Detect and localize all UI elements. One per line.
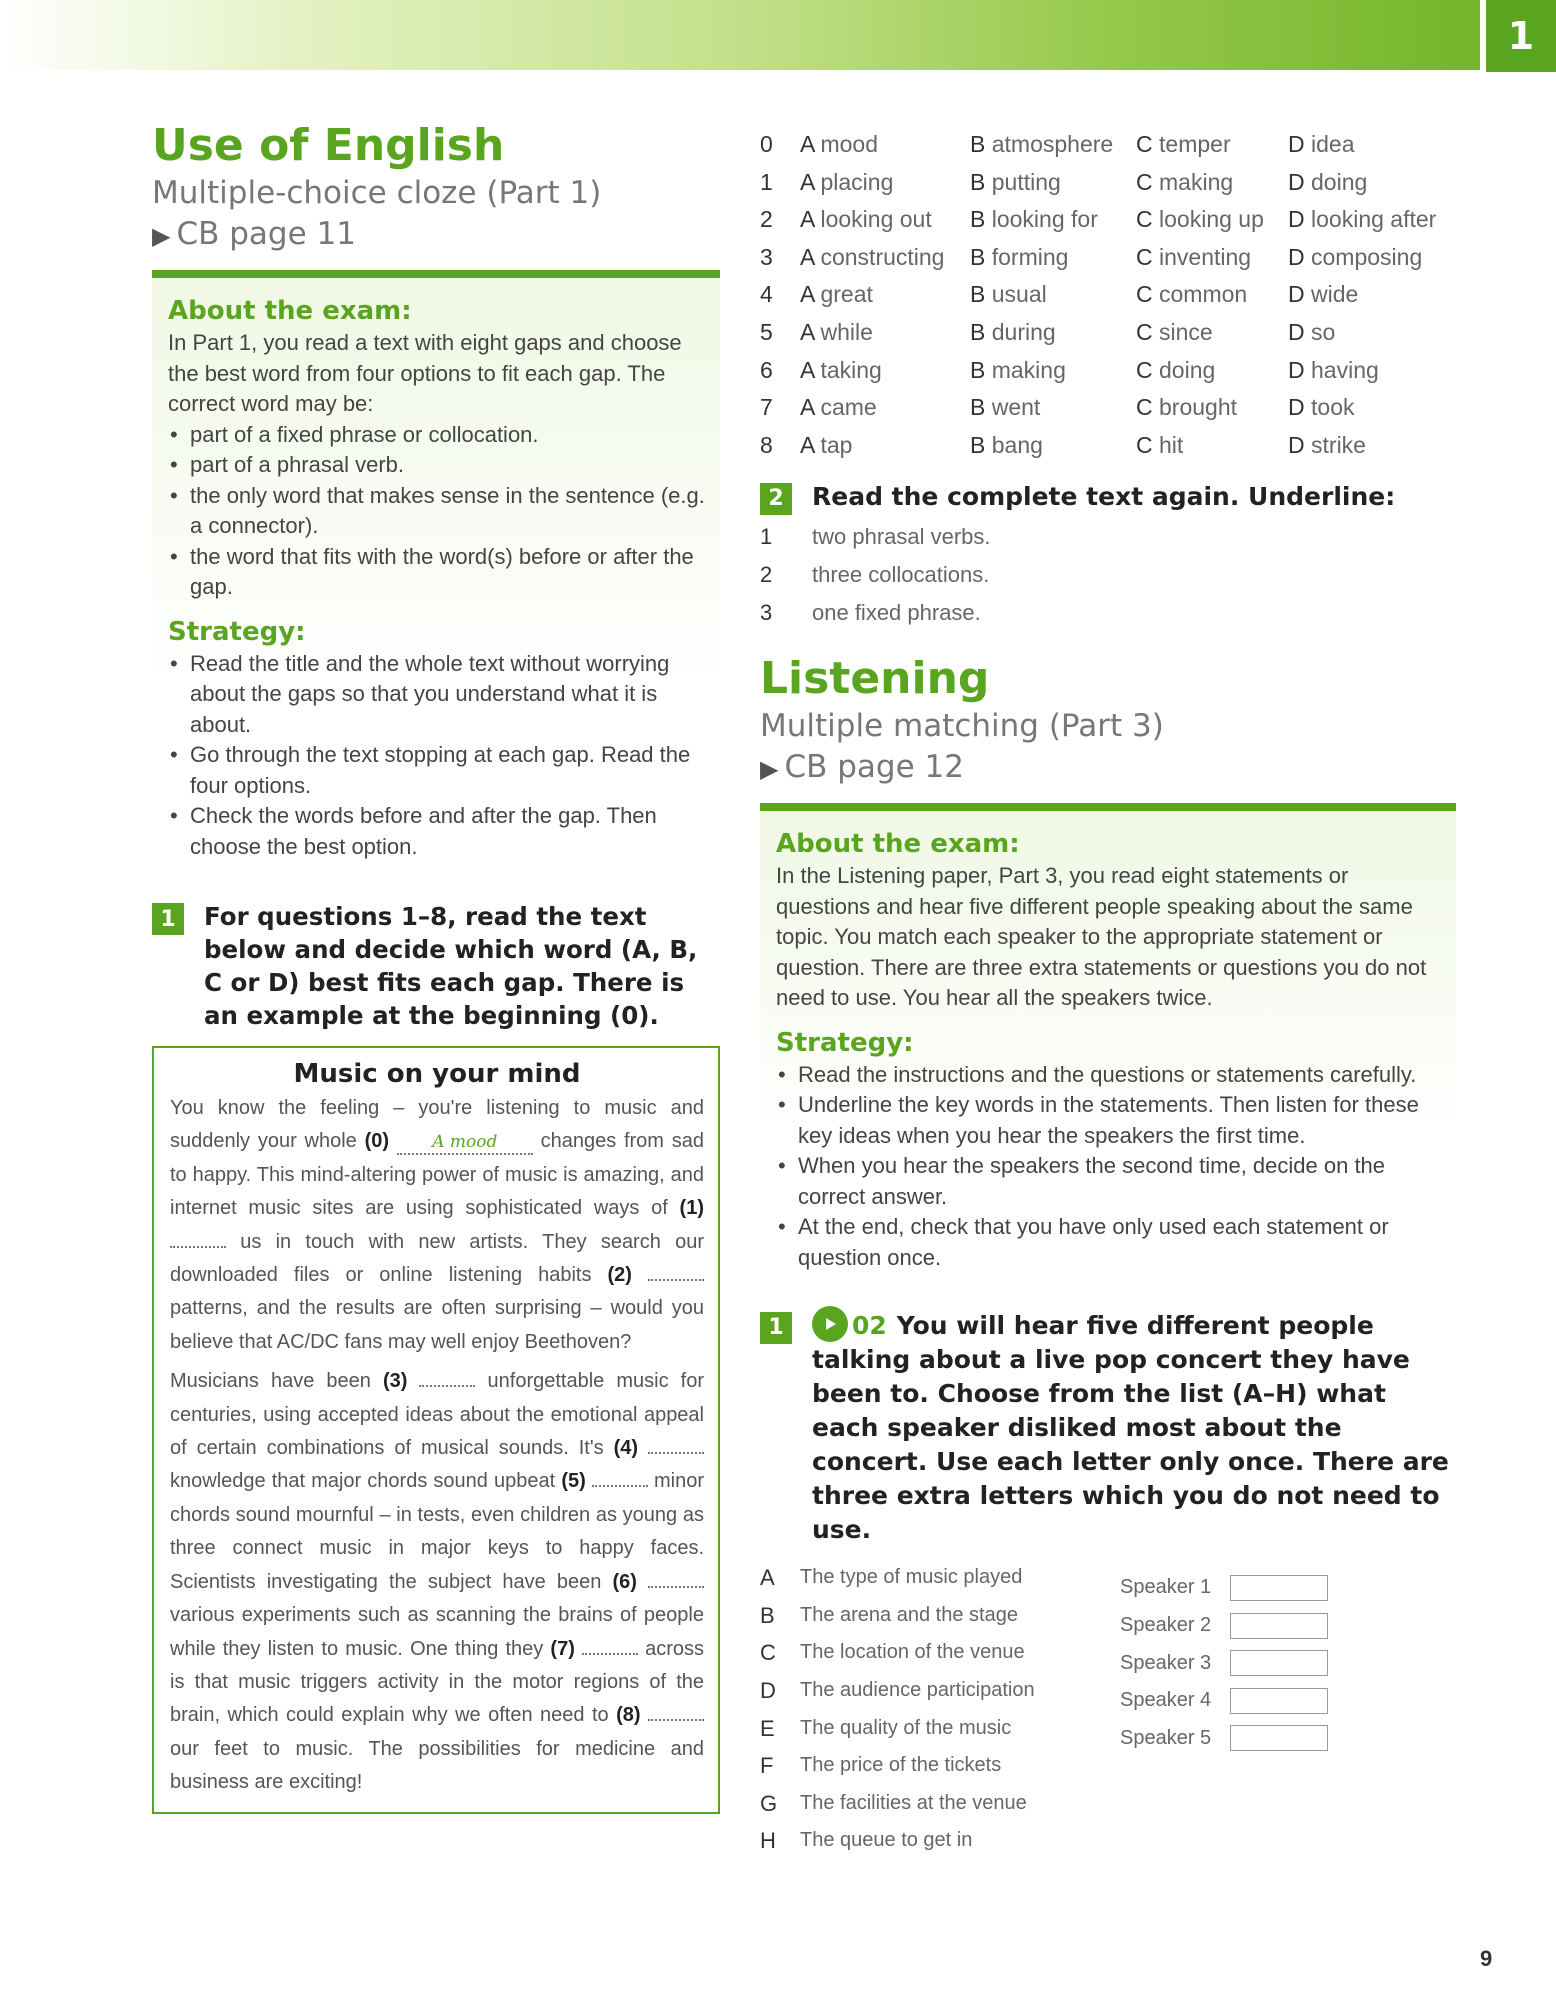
text-paragraph-1: You know the feeling – you're listening to music and suddenly your whole (0) A mood changes from sad to happy. This mind-altering power of music is amazing, and internet music sites are using sophisticated ways of (1) us in touch with new artists. They search our downloaded files or online listening habits (2) patterns, and the results are often surprising – would you believe that AC/DC fans may well enjoy Beethoven?	[170, 1097, 704, 1353]
about-exam-text: In the Listening paper, Part 3, you read eight statements or questions and hear five different people speaking about the same topic. You match each speaker to the appropriate statement or question. There are three extra statements or questions you do not need to use. You hear all the speakers twice.	[776, 863, 1427, 1011]
answer-box[interactable]	[1230, 1725, 1328, 1751]
listening-cb-page-ref	[760, 747, 1456, 789]
options-table	[760, 126, 1456, 464]
options-row: 5 A while B during C since D so	[760, 318, 1336, 345]
options-row: 7 A came B went C brought D took	[760, 394, 1355, 421]
answer-box[interactable]	[1230, 1613, 1328, 1639]
strategy-bullet: • Underline the key words in the statements. Then listen for these key ideas when you hear the speakers the first time.	[776, 1090, 1442, 1151]
gap-2[interactable]	[648, 1263, 704, 1281]
listening-about-box	[760, 811, 1456, 1283]
task-number-badge: 2	[760, 483, 792, 515]
divider-bar	[152, 270, 720, 278]
options-row: 3 A constructing B forming C inventing D composing	[760, 243, 1423, 270]
strategy-heading: Strategy:	[776, 1027, 914, 1058]
options-row: 6 A taking B making C doing D having	[760, 356, 1379, 383]
cb-page-label: CB page 11	[176, 216, 356, 252]
about-bullet: • the only word that makes sense in the sentence (e.g. a connector).	[168, 481, 706, 542]
statement-item: D The audience participation	[760, 1677, 1035, 1703]
statement-item: C The location of the venue	[760, 1640, 1025, 1666]
cb-page-label: CB page 12	[784, 749, 964, 786]
strategy-heading: Strategy:	[168, 616, 306, 647]
gap-8[interactable]	[648, 1703, 704, 1721]
listening-task-instructions	[760, 1309, 1456, 1547]
about-exam-box	[152, 278, 720, 872]
statement-item: A The type of music played	[760, 1565, 1023, 1591]
about-exam-heading: About the exam:	[776, 829, 1020, 860]
unit-tab	[1486, 0, 1556, 72]
task-1-instructions	[152, 900, 720, 1032]
task-2-text: Read the complete text again. Underline:	[812, 482, 1396, 512]
right-column	[760, 126, 1456, 1859]
left-column	[152, 120, 720, 1814]
track-number: 02	[852, 1311, 887, 1341]
reading-text-box	[152, 1046, 720, 1814]
gap-0-answer: A mood	[397, 1133, 533, 1155]
header-band	[0, 0, 1480, 70]
strategy-bullet: • Go through the text stopping at each gap. Read the four options.	[168, 740, 706, 801]
speaker-row: Speaker 3	[1120, 1644, 1420, 1682]
underline-item: 1 two phrasal verbs.	[760, 524, 991, 550]
speaker-row: Speaker 1	[1120, 1569, 1420, 1607]
answer-box[interactable]	[1230, 1650, 1328, 1676]
options-row: 4 A great B usual C common D wide	[760, 281, 1359, 308]
matching-area	[760, 1559, 1456, 1859]
listening-task-text: You will hear five different people talking about a live pop concert they have been to. Choose from the list (A–H) what each speaker disliked most about the concert. Use each letter only once. There are three extra letters which you do not need to use.	[812, 1311, 1449, 1545]
statement-item: B The arena and the stage	[760, 1602, 1018, 1628]
gap-3[interactable]	[419, 1369, 475, 1387]
page-number: 9	[1480, 1946, 1493, 1971]
about-exam-text: In Part 1, you read a text with eight gaps and choose the best word from four options to fit each gap. The correct word may be:	[168, 330, 682, 416]
section-title: Use of English	[152, 120, 505, 171]
task-number-badge: 1	[152, 903, 184, 935]
strategy-bullet: • Read the title and the whole text without worrying about the gaps so that you understand what it is about.	[168, 649, 706, 741]
unit-number: 1	[1507, 14, 1535, 58]
strategy-bullet: • When you hear the speakers the second time, decide on the correct answer.	[776, 1151, 1442, 1212]
listening-title: Listening	[760, 653, 990, 705]
options-row: 8 A tap B bang C hit D strike	[760, 431, 1366, 458]
speaker-row: Speaker 4	[1120, 1682, 1420, 1720]
statement-item: H The queue to get in	[760, 1828, 973, 1854]
gap-4[interactable]	[648, 1436, 704, 1454]
text-paragraph-2: Musicians have been (3) unforgettable music for centuries, using accepted ideas about the emotional appeal of certain combinations of musical sounds. It's (4) knowledge that major chords sound upbeat (5) minor chords sound mournful – in tests, even children as young as three connect music in major keys to happy faces. Scientists investigating the subject have been (6) various experiments such as scanning the brains of people while they listen to music. One thing they (7) across is that music triggers activity in the motor regions of the brain, which could explain why we often need to (8) our feet to music. The possibilities for medicine and business are exciting!	[170, 1370, 705, 1794]
gap-6[interactable]	[648, 1570, 704, 1588]
section-subtitle: Multiple-choice cloze (Part 1)	[152, 175, 602, 211]
task-number-badge: 1	[760, 1312, 792, 1344]
options-row: 2 A looking out B looking for C looking up D looking after	[760, 206, 1437, 233]
gap-1[interactable]	[170, 1230, 226, 1248]
answer-box[interactable]	[1230, 1575, 1328, 1601]
about-bullet: • part of a fixed phrase or collocation.	[168, 420, 706, 451]
strategy-bullet: • At the end, check that you have only used each statement or question once.	[776, 1212, 1442, 1273]
statement-item: F The price of the tickets	[760, 1753, 1002, 1779]
play-triangle-icon: ▶	[760, 755, 779, 784]
underline-item: 2 three collocations.	[760, 561, 990, 587]
strategy-bullet: • Read the instructions and the questions or statements carefully.	[776, 1060, 1442, 1091]
audio-play-icon[interactable]	[812, 1306, 848, 1342]
statement-item: E The quality of the music	[760, 1715, 1012, 1741]
gap-7[interactable]	[582, 1637, 638, 1655]
statement-item: G The facilities at the venue	[760, 1790, 1027, 1816]
play-triangle-icon: ▶	[152, 222, 171, 250]
about-bullet: • part of a phrasal verb.	[168, 450, 706, 481]
answer-box[interactable]	[1230, 1688, 1328, 1714]
about-exam-heading: About the exam:	[168, 296, 412, 326]
listening-subtitle: Multiple matching (Part 3)	[760, 708, 1164, 745]
options-row: 0 A mood B atmosphere C temper D idea	[760, 131, 1355, 157]
speaker-row: Speaker 2	[1120, 1607, 1420, 1645]
task-2-instructions	[760, 480, 1456, 514]
gap-5[interactable]	[592, 1469, 648, 1487]
speaker-answer-grid	[1120, 1569, 1420, 1757]
underline-item: 3 one fixed phrase.	[760, 599, 981, 625]
about-bullet: • the word that fits with the word(s) before or after the gap.	[168, 542, 706, 603]
speaker-row: Speaker 5	[1120, 1720, 1420, 1758]
options-row: 1 A placing B putting C making D doing	[760, 168, 1368, 195]
text-title: Music on your mind	[293, 1059, 581, 1089]
strategy-bullet: • Check the words before and after the gap. Then choose the best option.	[168, 801, 706, 862]
cb-page-ref	[152, 214, 720, 256]
task-1-text: For questions 1–8, read the text below and decide which word (A, B, C or D) best fits each gap. There is an example at the beginning (0).	[204, 902, 698, 1030]
divider-bar	[760, 803, 1456, 811]
underline-list	[760, 518, 1456, 631]
